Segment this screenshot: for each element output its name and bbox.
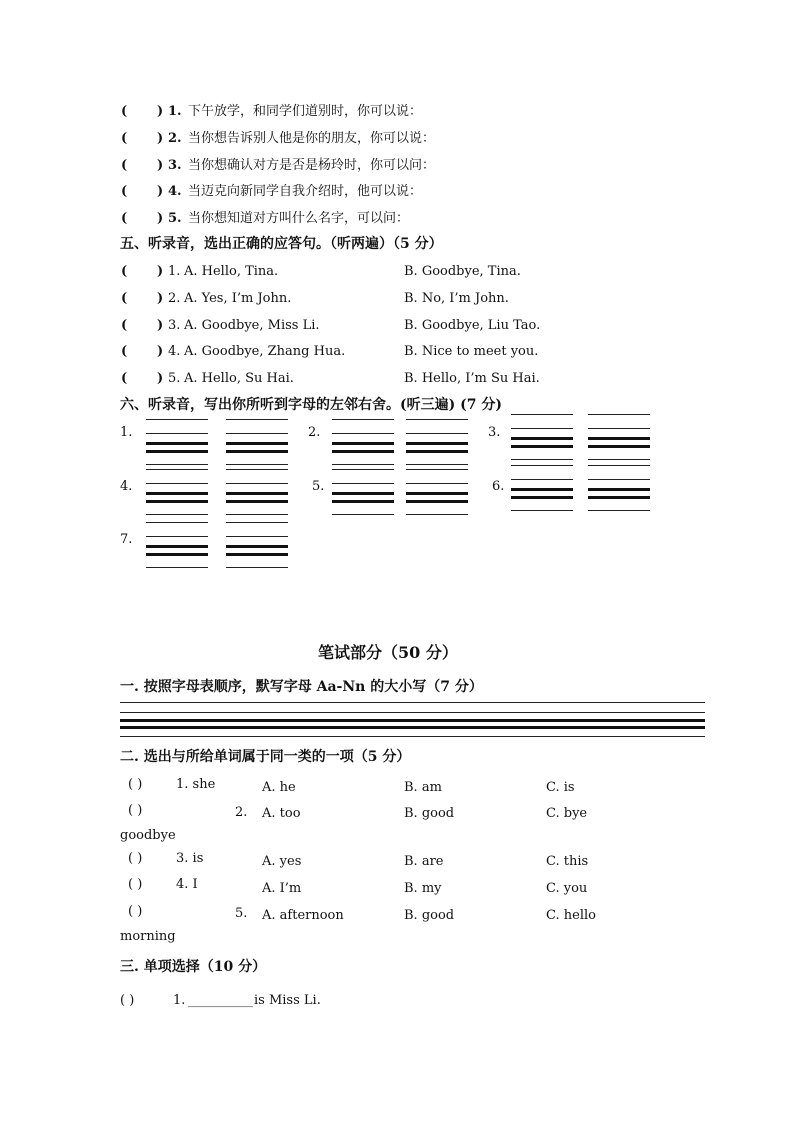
- item-number: 3.: [168, 158, 182, 173]
- answer-paren: ): [157, 291, 164, 306]
- option-c: C. bye: [546, 806, 588, 821]
- answer-paren: ( ): [120, 993, 135, 1008]
- given-word-continued: goodbye: [120, 828, 176, 843]
- item-number: 4.: [168, 344, 181, 359]
- four-line-grid[interactable]: [146, 522, 208, 568]
- option-a: A. he: [262, 780, 296, 795]
- option-b: B. Nice to meet you.: [404, 344, 539, 359]
- four-line-grid[interactable]: [226, 469, 288, 515]
- answer-paren: ): [157, 371, 164, 386]
- writing-line: [120, 712, 705, 713]
- item-number: 5.: [168, 371, 181, 386]
- answer-paren-close: ): [157, 158, 164, 173]
- given-word-continued: morning: [120, 929, 176, 944]
- letter-item-label: 1.: [120, 425, 133, 440]
- answer-paren: (: [121, 318, 128, 333]
- option-a: A. I’m: [262, 881, 302, 896]
- option-c: C. is: [546, 780, 575, 795]
- option-b: B. Goodbye, Liu Tao.: [404, 318, 541, 333]
- fill-in-blank[interactable]: __________: [188, 993, 253, 1008]
- option-a: A. Hello, Tina.: [184, 264, 279, 279]
- given-word: 3. is: [176, 851, 204, 866]
- four-line-grid[interactable]: [511, 465, 573, 511]
- letter-item-label: 3.: [488, 425, 501, 440]
- answer-paren-open: (: [121, 131, 128, 146]
- option-b: B. good: [404, 908, 455, 923]
- item-text: 当你想确认对方是否是杨玲时，你可以问：: [188, 158, 436, 173]
- option-b: B. Goodbye, Tina.: [404, 264, 521, 279]
- letter-item-label: 2.: [308, 425, 321, 440]
- question3-heading: 三. 单项选择（10 分）: [120, 959, 267, 975]
- four-line-grid[interactable]: [406, 419, 468, 465]
- option-c: C. hello: [546, 908, 596, 923]
- section5-heading: 五、听录音，选出正确的应答句。（听两遍）（5 分）: [120, 236, 443, 252]
- letter-item-label: 5.: [312, 479, 325, 494]
- answer-paren-close: ): [157, 184, 164, 199]
- answer-paren: ): [157, 264, 164, 279]
- option-c: C. you: [546, 881, 588, 896]
- item-number: 2.: [168, 131, 182, 146]
- option-c: C. this: [546, 854, 589, 869]
- written-part-title: 笔试部分（50 分）: [318, 643, 458, 662]
- four-line-grid[interactable]: [332, 419, 394, 465]
- answer-paren-close: ): [157, 211, 164, 226]
- answer-paren: (: [121, 264, 128, 279]
- item-number: 2.: [168, 291, 181, 306]
- option-a: A. Goodbye, Miss Li.: [184, 318, 320, 333]
- answer-paren: ( ): [128, 803, 143, 818]
- answer-paren: ( ): [128, 877, 143, 892]
- section6-heading: 六、听录音，写出你所听到字母的左邻右舍。(听三遍) (7 分): [120, 397, 502, 413]
- four-line-grid[interactable]: [226, 522, 288, 568]
- item-text: 当迈克向新同学自我介绍时，他可以说：: [188, 184, 423, 199]
- writing-line: [120, 726, 705, 729]
- option-b: B. No, I’m John.: [404, 291, 509, 306]
- letter-item-label: 4.: [120, 479, 133, 494]
- item-number: 1.: [168, 104, 182, 119]
- option-b: B. Hello, I’m Su Hai.: [404, 371, 540, 386]
- letter-item-label: 7.: [120, 532, 133, 547]
- option-a: A. Hello, Su Hai.: [184, 371, 294, 386]
- item-text: 当你想知道对方叫什么名字，可以问：: [188, 211, 410, 226]
- four-line-grid[interactable]: [588, 465, 650, 511]
- four-line-grid[interactable]: [511, 414, 573, 460]
- four-line-grid[interactable]: [146, 419, 208, 465]
- writing-line: [120, 702, 705, 703]
- item-text: 下午放学，和同学们道别时，你可以说：: [188, 104, 423, 119]
- question1-heading: 一. 按照字母表顺序，默写字母 Aa-Nn 的大小写（7 分）: [120, 679, 483, 695]
- answer-paren: ( ): [128, 851, 143, 866]
- option-a: A. too: [262, 806, 301, 821]
- answer-paren-close: ): [157, 131, 164, 146]
- option-b: B. are: [404, 854, 444, 869]
- answer-paren: (: [121, 344, 128, 359]
- four-line-grid[interactable]: [226, 419, 288, 465]
- writing-line: [120, 736, 705, 737]
- answer-paren: ( ): [128, 904, 143, 919]
- given-word: 5.: [235, 906, 248, 921]
- option-b: B. am: [404, 780, 442, 795]
- option-a: A. afternoon: [262, 908, 344, 923]
- answer-paren-close: ): [157, 104, 164, 119]
- item-text: 当你想告诉别人他是你的朋友，你可以说：: [188, 131, 436, 146]
- answer-paren: ( ): [128, 777, 143, 792]
- answer-paren-open: (: [121, 211, 128, 226]
- answer-paren: (: [121, 291, 128, 306]
- given-word: 2.: [235, 805, 248, 820]
- item-number: 3.: [168, 318, 181, 333]
- given-word: 1. she: [176, 777, 216, 792]
- answer-paren-open: (: [121, 184, 128, 199]
- option-a: A. Goodbye, Zhang Hua.: [184, 344, 346, 359]
- option-a: A. yes: [262, 854, 302, 869]
- item-number: 1.: [173, 993, 186, 1008]
- item-number: 5.: [168, 211, 182, 226]
- four-line-grid[interactable]: [332, 469, 394, 515]
- four-line-grid[interactable]: [588, 414, 650, 460]
- option-b: B. my: [404, 881, 442, 896]
- answer-paren: ): [157, 318, 164, 333]
- option-a: A. Yes, I’m John.: [184, 291, 292, 306]
- given-word: 4. I: [176, 877, 198, 892]
- answer-paren-open: (: [121, 158, 128, 173]
- answer-paren: (: [121, 371, 128, 386]
- option-b: B. good: [404, 806, 455, 821]
- letter-item-label: 6.: [492, 479, 505, 494]
- item-text: is Miss Li.: [254, 993, 321, 1008]
- writing-line: [120, 719, 705, 722]
- four-line-grid[interactable]: [146, 469, 208, 515]
- answer-paren-open: (: [121, 104, 128, 119]
- answer-paren: ): [157, 344, 164, 359]
- item-number: 1.: [168, 264, 181, 279]
- four-line-grid[interactable]: [406, 469, 468, 515]
- question2-heading: 二. 选出与所给单词属于同一类的一项（5 分）: [120, 749, 411, 765]
- item-number: 4.: [168, 184, 182, 199]
